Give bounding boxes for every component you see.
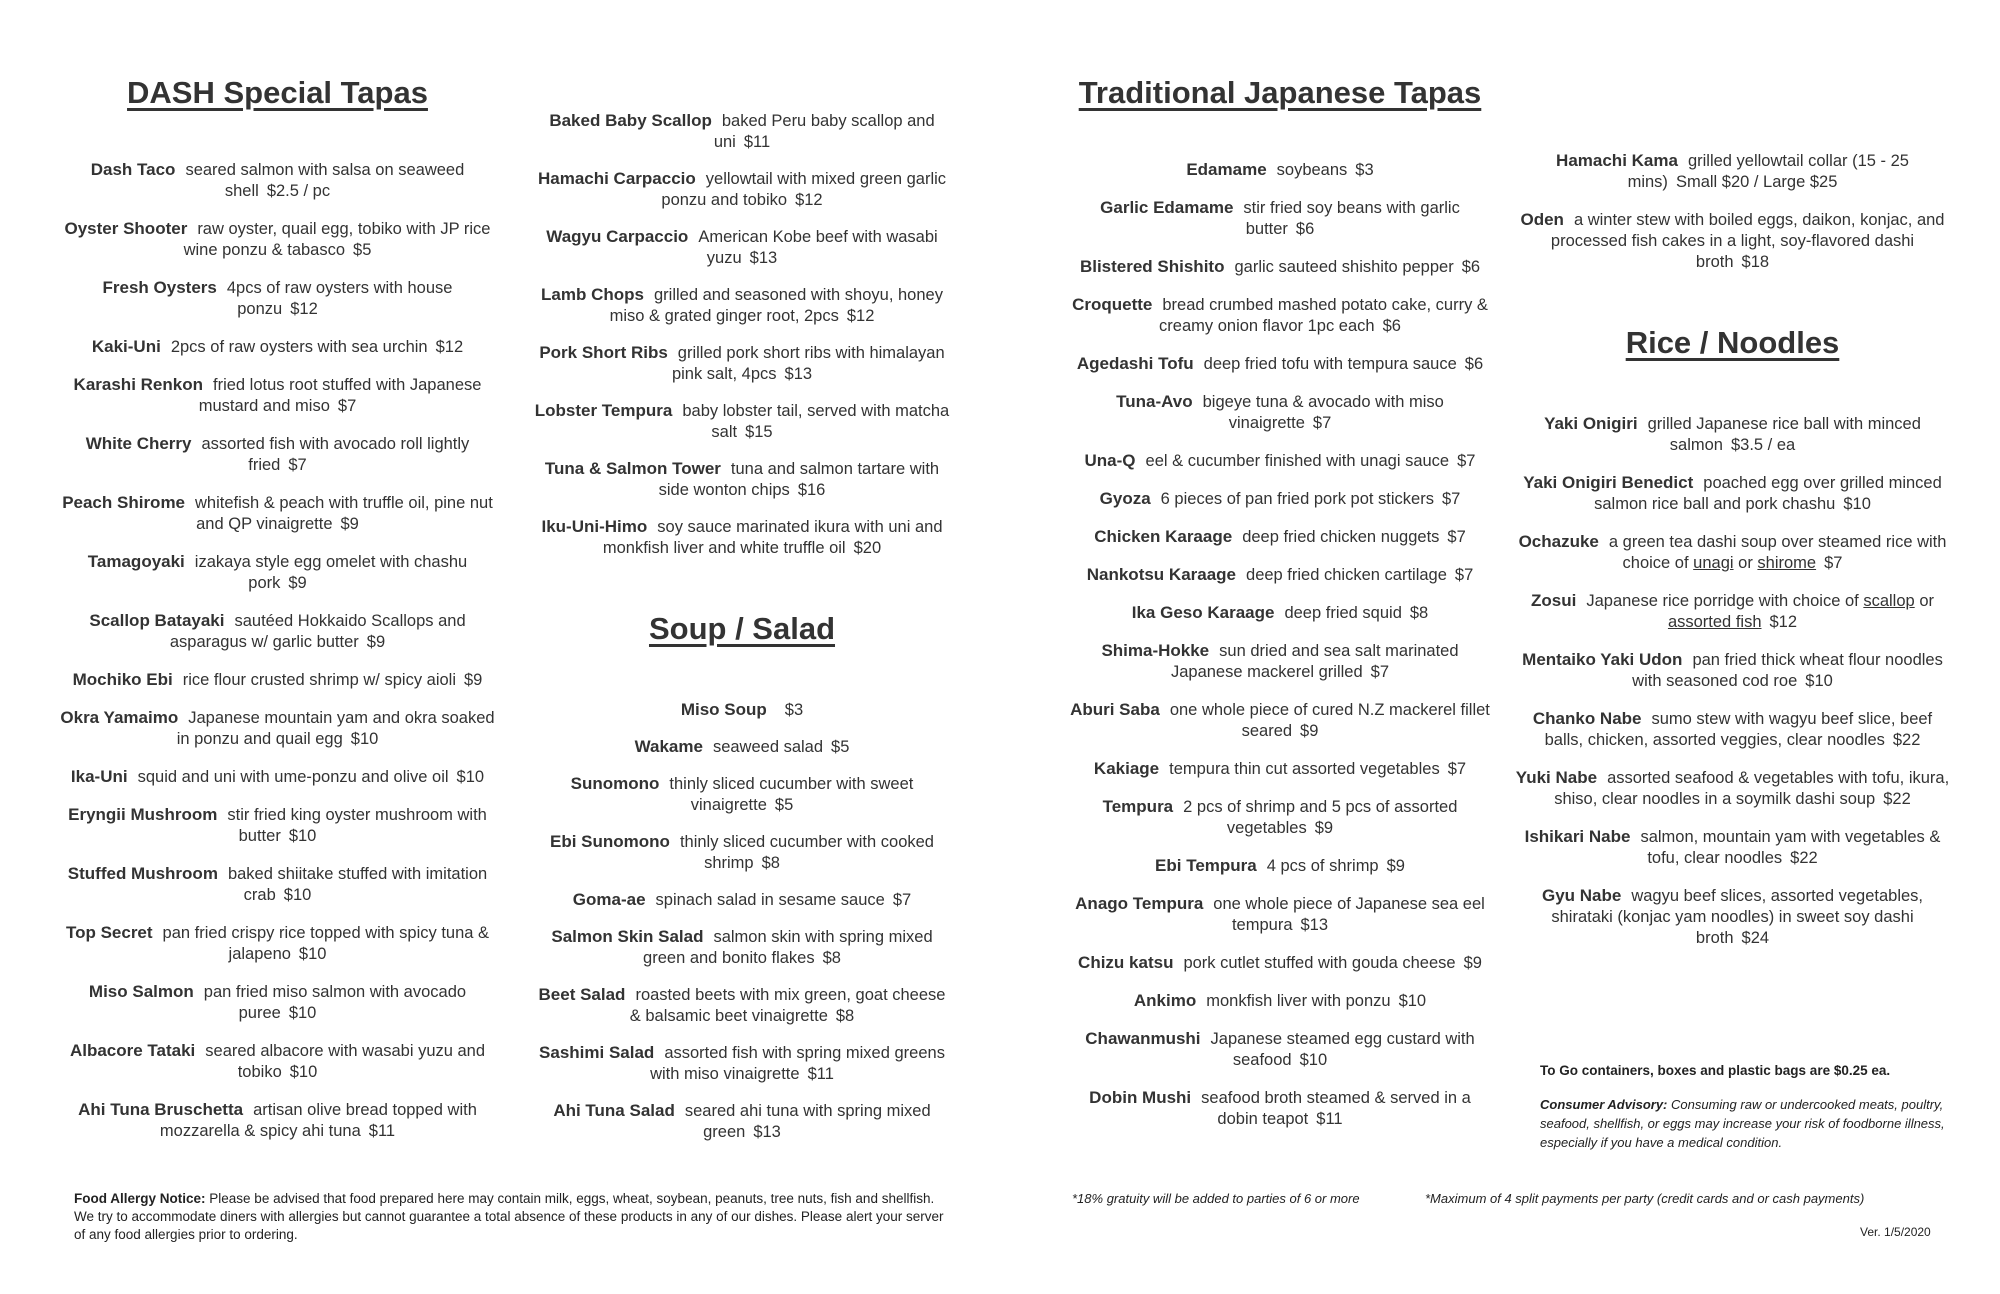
menu-item-description: wagyu beef slices, assorted vegetables, shirataki (konjac yam noodles) in sweet soy dashi broth <box>1551 887 1924 947</box>
menu-item-description: assorted fish with spring mixed greens with miso vinaigrette <box>650 1044 945 1083</box>
menu-item-description: thinly sliced cucumber with sweet vinaigrette <box>669 775 914 814</box>
menu-item <box>1070 855 1490 877</box>
menu-item-description: seared ahi tuna with spring mixed green <box>684 1102 931 1141</box>
menu-item-name: Albacore Tataki <box>69 1041 196 1060</box>
menu-item-price: $6 <box>1464 355 1484 373</box>
menu-item <box>1515 826 1950 869</box>
menu-item <box>532 342 952 385</box>
menu-item <box>60 707 495 750</box>
menu-item <box>532 736 952 758</box>
menu-item-description: seafood broth steamed & served in a dobin teapot <box>1201 1089 1471 1128</box>
menu-item <box>60 374 495 417</box>
menu-item-name: Top Secret <box>65 923 153 942</box>
menu-item-name: Baked Baby Scallop <box>549 111 712 130</box>
menu-item-name: Eryngii Mushroom <box>68 805 218 824</box>
menu-item-price: $10 <box>289 1063 318 1081</box>
menu-item <box>1515 413 1950 456</box>
menu-item-price: $5 <box>353 241 372 259</box>
menu-item-name: Anago Tempura <box>1075 894 1204 913</box>
menu-item-description: baked shiitake stuffed with imitation crab <box>227 865 488 904</box>
traditional-column <box>1070 75 1490 1146</box>
menu-item-price: $22 <box>1892 731 1921 749</box>
menu-item-description: sun dried and sea salt marinated Japanese mackerel grilled <box>1170 642 1459 681</box>
menu-item-description: bread crumbed mashed potato cake, curry & creamy onion flavor 1pc each <box>1159 296 1488 335</box>
menu-item <box>60 766 495 788</box>
menu-item-price: $22 <box>1790 849 1818 867</box>
menu-item-price: $9 <box>464 671 483 689</box>
menu-item-description: grilled pork short ribs with himalayan pink salt, 4pcs <box>671 344 945 383</box>
menu-item-name: Wakame <box>634 737 703 756</box>
menu-item-price: $11 <box>807 1065 834 1083</box>
menu-item-name: Blistered Shishito <box>1079 257 1225 276</box>
menu-item <box>1070 564 1490 586</box>
split-payment-note: *Maximum of 4 split payments per party (credit cards and or cash payments) <box>1425 1191 1865 1206</box>
menu-item <box>1070 952 1490 974</box>
menu-item-name: Okra Yamaimo <box>60 708 179 727</box>
menu-item-price: $10 <box>283 886 312 904</box>
dash-special-cont-list <box>532 110 952 559</box>
menu-item-description: squid and uni with ume-ponzu and olive oil <box>137 768 449 786</box>
menu-item <box>1515 885 1950 949</box>
menu-item <box>60 610 495 653</box>
traditional-cont-list <box>1515 150 1950 273</box>
menu-item-option: unagi <box>1693 554 1734 572</box>
menu-item-description: 2 pcs of shrimp and 5 pcs of assorted vegetables <box>1183 798 1458 837</box>
menu-item-price: $7 <box>1447 528 1466 546</box>
menu-item <box>1070 353 1490 375</box>
menu-item-name: Stuffed Mushroom <box>67 864 218 883</box>
menu-item-name: Pork Short Ribs <box>539 343 668 362</box>
dash-special-column <box>60 75 495 1158</box>
menu-item-name: Scallop Batayaki <box>89 611 225 630</box>
menu-item-price: $8 <box>1409 604 1429 622</box>
menu-item-description: spinach salad in sesame sauce <box>655 891 885 909</box>
menu-item <box>1515 150 1950 193</box>
menu-item-name: Yuki Nabe <box>1515 768 1598 787</box>
version-label: Ver. 1/5/2020 <box>1860 1225 1931 1239</box>
menu-item <box>1070 990 1490 1012</box>
menu-item <box>532 926 952 969</box>
menu-item-conjunction: or <box>1738 554 1753 572</box>
menu-item-price: $10 <box>350 730 379 748</box>
menu-item-price: $2.5 / pc <box>266 182 331 200</box>
menu-item-description: sautéed Hokkaido Scallops and asparagus w/ garlic butter <box>169 612 466 651</box>
menu-item-price: $7 <box>288 456 307 474</box>
menu-item <box>1070 391 1490 434</box>
menu-item <box>60 336 495 358</box>
menu-item-name: Goma-ae <box>572 890 646 909</box>
menu-item-name: Ishikari Nabe <box>1524 827 1631 846</box>
menu-item <box>1515 649 1950 692</box>
menu-item-price: $16 <box>797 481 826 499</box>
soup-salad-list <box>532 699 952 1143</box>
menu-item-description: deep fried squid <box>1284 604 1402 622</box>
menu-item-conjunction: or <box>1919 592 1934 610</box>
menu-item-description: rice flour crusted shrimp w/ spicy aioli <box>182 671 456 689</box>
menu-item-description: one whole piece of cured N.Z mackerel fillet seared <box>1169 701 1490 740</box>
menu-item-price: $13 <box>749 249 778 267</box>
menu-item-name: Chanko Nabe <box>1532 709 1642 728</box>
menu-item <box>1070 488 1490 510</box>
menu-item-name: Tamagoyaki <box>87 552 185 571</box>
menu-item-price: $7 <box>1824 554 1843 572</box>
menu-item-name: Ahi Tuna Bruschetta <box>78 1100 244 1119</box>
menu-item <box>60 669 495 691</box>
menu-item-name: Edamame <box>1186 160 1267 179</box>
menu-item-price: $13 <box>753 1123 781 1141</box>
menu-item-price: $9 <box>366 633 386 651</box>
menu-item-description: pork cutlet stuffed with gouda cheese <box>1183 954 1456 972</box>
menu-item-name: Ebi Sunomono <box>550 832 670 851</box>
menu-item-price: $12 <box>290 300 318 318</box>
menu-item-price: $22 <box>1883 790 1911 808</box>
menu-item-name: Garlic Edamame <box>1100 198 1234 217</box>
menu-item <box>1515 472 1950 515</box>
menu-item-price: $9 <box>1314 819 1334 837</box>
menu-item-description: Japanese rice porridge with choice of <box>1586 592 1859 610</box>
menu-item-description: grilled Japanese rice ball with minced salmon <box>1647 415 1921 454</box>
section-title-dash-special: DASH Special Tapas <box>127 75 428 110</box>
allergy-label: Food Allergy Notice: <box>74 1191 206 1206</box>
menu-item-description: poached egg over grilled minced salmon rice ball and pork chashu <box>1594 474 1942 513</box>
menu-item <box>60 922 495 965</box>
menu-item-price: $9 <box>1463 954 1482 972</box>
menu-item-description: thinly sliced cucumber with cooked shrimp <box>679 833 934 872</box>
traditional-list <box>1070 159 1490 1130</box>
menu-item-description: monkfish liver with ponzu <box>1206 992 1391 1010</box>
menu-item-name: Tuna & Salmon Tower <box>544 459 721 478</box>
menu-item-price: $5 <box>831 738 850 756</box>
menu-item-price: $18 <box>1741 253 1770 271</box>
menu-item-option: scallop <box>1863 592 1915 610</box>
allergy-notice <box>74 1190 944 1244</box>
menu-item <box>532 284 952 327</box>
menu-item-price: $11 <box>1316 1110 1343 1128</box>
menu-item-price: $15 <box>745 423 773 441</box>
menu-item-name: Ochazuke <box>1518 532 1599 551</box>
menu-item-description: fried lotus root stuffed with Japanese mustard and miso <box>198 376 482 415</box>
menu-item-description: izakaya style egg omelet with chashu pork <box>194 553 468 592</box>
menu-item-name: Tuna-Avo <box>1116 392 1193 411</box>
menu-item-name: Ebi Tempura <box>1155 856 1257 875</box>
menu-item-description: tempura thin cut assorted vegetables <box>1169 760 1440 778</box>
menu-item-description: yellowtail with mixed green garlic ponzu and tobiko <box>661 170 947 209</box>
menu-item-price: $3 <box>1355 161 1374 179</box>
menu-item-description: pan fried thick wheat flour noodles with seasoned cod roe <box>1632 651 1943 690</box>
menu-item <box>60 1040 495 1083</box>
menu-item-description: raw oyster, quail egg, tobiko with JP rice wine ponzu & tabasco <box>183 220 491 259</box>
menu-item-price: $8 <box>835 1007 855 1025</box>
menu-item-description: stir fried soy beans with garlic butter <box>1243 199 1460 238</box>
menu-item-description: seaweed salad <box>712 738 824 756</box>
menu-item-name: Yaki Onigiri Benedict <box>1523 473 1694 492</box>
menu-item <box>1070 197 1490 240</box>
menu-item-price: $9 <box>1386 857 1405 875</box>
dash-special-list <box>60 159 495 1142</box>
menu-item-name: Oyster Shooter <box>64 219 188 238</box>
menu-item-price: $10 <box>456 768 485 786</box>
menu-item-description: salmon, mountain yam with vegetables & tofu, clear noodles <box>1640 828 1941 867</box>
menu-item-price: $10 <box>298 945 327 963</box>
menu-item <box>60 1099 495 1142</box>
menu-item <box>60 981 495 1024</box>
menu-item <box>1070 450 1490 472</box>
menu-item-description: one whole piece of Japanese sea eel tempura <box>1213 895 1485 934</box>
menu-item <box>1070 796 1490 839</box>
menu-item-name: Nankotsu Karaage <box>1086 565 1237 584</box>
menu-item-name: Zosui <box>1531 591 1577 610</box>
menu-item-name: Fresh Oysters <box>102 278 217 297</box>
menu-item-description: a winter stew with boiled eggs, daikon, konjac, and processed fish cakes in a light, soy-flavored dashi broth <box>1550 211 1945 271</box>
menu-item-description: bigeye tuna & avocado with miso vinaigrette <box>1202 393 1444 432</box>
menu-item <box>532 400 952 443</box>
menu-item-name: Dobin Mushi <box>1089 1088 1192 1107</box>
menu-item <box>532 831 952 874</box>
menu-item-name: Salmon Skin Salad <box>551 927 704 946</box>
menu-item-price: $10 <box>1843 495 1871 513</box>
menu-item <box>1070 1087 1490 1130</box>
menu-item-description: 2pcs of raw oysters with sea urchin <box>170 338 428 356</box>
rice-noodles-column <box>1515 150 1950 965</box>
menu-item <box>532 889 952 911</box>
menu-item-description: grilled yellowtail collar (15 - 25 mins) <box>1627 152 1909 191</box>
menu-item <box>532 168 952 211</box>
menu-item-name: Chizu katsu <box>1078 953 1174 972</box>
consumer-advisory <box>1540 1095 1950 1152</box>
menu-item-price: $5 <box>774 796 794 814</box>
menu-item <box>1070 159 1490 181</box>
menu-item-name: Oden <box>1520 210 1564 229</box>
menu-item-price: $3 <box>784 701 804 719</box>
menu-item-price: Small $20 / Large $25 <box>1675 173 1838 191</box>
menu-item-name: Mochiko Ebi <box>72 670 173 689</box>
menu-item-description: deep fried chicken nuggets <box>1242 528 1440 546</box>
menu-item-name: Miso Salmon <box>88 982 194 1001</box>
menu-item-price: $11 <box>368 1122 396 1140</box>
menu-item-name: Gyu Nabe <box>1541 886 1622 905</box>
menu-item <box>532 1042 952 1085</box>
menu-item-price: $7 <box>1441 490 1461 508</box>
menu-item-description: deep fried tofu with tempura sauce <box>1203 355 1457 373</box>
menu-item-price: $12 <box>795 191 823 209</box>
menu-item <box>532 984 952 1027</box>
menu-item-name: Chicken Karaage <box>1094 527 1233 546</box>
menu-item-description: a green tea dashi soup over steamed rice with choice of <box>1608 533 1947 572</box>
menu-item <box>60 551 495 594</box>
menu-item-option: shirome <box>1757 554 1817 572</box>
allergy-text: Please be advised that food prepared here may contain milk, eggs, wheat, soybean, peanuts, tree nuts, fish and shellfish. We try to accommodate diners with allergies but cannot guarantee a total absence of these products in any of our dishes. Please alert your server of any food allergies prior to ordering. <box>74 1191 944 1242</box>
menu-item <box>532 699 952 721</box>
menu-item-description: 6 pieces of pan fried pork pot stickers <box>1160 490 1434 508</box>
menu-item-name: Kaki-Uni <box>91 337 161 356</box>
menu-item-name: Aburi Saba <box>1070 700 1160 719</box>
menu-item-price: $7 <box>1447 760 1467 778</box>
menu-item-price: $6 <box>1461 258 1481 276</box>
menu-item <box>532 773 952 816</box>
menu-item-description: 4 pcs of shrimp <box>1266 857 1379 875</box>
menu-item-price: $7 <box>892 891 912 909</box>
menu-item-name: Wagyu Carpaccio <box>546 227 689 246</box>
menu-item-description: deep fried chicken cartilage <box>1246 566 1447 584</box>
menu-item <box>1070 893 1490 936</box>
menu-item-name: Iku-Uni-Himo <box>541 517 648 536</box>
menu-item-name: Ika Geso Karaage <box>1131 603 1275 622</box>
togo-notice: To Go containers, boxes and plastic bags are $0.25 ea. <box>1540 1063 1891 1078</box>
menu-item-option: assorted fish <box>1667 613 1762 631</box>
menu-item-price: $7 <box>1370 663 1390 681</box>
menu-item <box>1070 699 1490 742</box>
menu-item-description: artisan olive bread topped with mozzarella & spicy ahi tuna <box>159 1101 477 1140</box>
menu-item <box>532 458 952 501</box>
menu-item-description: seared salmon with salsa on seaweed shell <box>185 161 465 200</box>
menu-item-description: pan fried crispy rice topped with spicy tuna & jalapeno <box>162 924 490 963</box>
menu-item-name: Ankimo <box>1133 991 1197 1010</box>
menu-item <box>1070 256 1490 278</box>
menu-item <box>60 159 495 202</box>
menu-item-name: Dash Taco <box>90 160 176 179</box>
menu-item <box>1515 590 1950 633</box>
menu-item-description: roasted beets with mix green, goat cheese & balsamic beet vinaigrette <box>629 986 946 1025</box>
menu-item-description: stir fried king oyster mushroom with butter <box>227 806 487 845</box>
menu-item-price: $20 <box>853 539 882 557</box>
menu-item-description: assorted fish with avocado roll lightly fried <box>201 435 470 474</box>
menu-item <box>1515 531 1950 574</box>
menu-item <box>1515 209 1950 273</box>
advisory-label: Consumer Advisory: <box>1540 1097 1668 1112</box>
menu-item-description: baby lobster tail, served with matcha salt <box>682 402 950 441</box>
menu-item-name: Chawanmushi <box>1085 1029 1201 1048</box>
menu-item-name: Sunomono <box>570 774 660 793</box>
menu-item-price: $8 <box>822 949 841 967</box>
menu-item-price: $6 <box>1295 220 1315 238</box>
menu-item-price: $7 <box>1457 452 1476 470</box>
menu-item-price: $7 <box>1312 414 1332 432</box>
menu-item-description: pan fried miso salmon with avocado puree <box>203 983 467 1022</box>
menu-item-description: American Kobe beef with wasabi yuzu <box>698 228 938 267</box>
menu-item <box>1070 758 1490 780</box>
menu-item-price: $10 <box>288 827 317 845</box>
menu-item <box>532 110 952 153</box>
menu-item-name: Shima-Hokke <box>1101 641 1210 660</box>
menu-item <box>1515 708 1950 751</box>
menu-item-name: Agedashi Tofu <box>1076 354 1194 373</box>
menu-item <box>1070 294 1490 337</box>
menu-item-name: Ika-Uni <box>70 767 128 786</box>
menu-item-description: Japanese mountain yam and okra soaked in ponzu and quail egg <box>176 709 495 748</box>
menu-item-name: Una-Q <box>1084 451 1136 470</box>
menu-item-name: Karashi Renkon <box>73 375 203 394</box>
menu-item <box>60 277 495 320</box>
section-title-soup-salad: Soup / Salad <box>648 611 836 646</box>
menu-item-description: tuna and salmon tartare with side wonton chips <box>658 460 940 499</box>
menu-item-name: Gyoza <box>1099 489 1151 508</box>
menu-item-description: baked Peru baby scallop and uni <box>713 112 935 151</box>
advisory-text: Consuming raw or undercooked meats, poultry, seafood, shellfish, or eggs may increase your risk of foodborne illness, especially if you have a medical condition. <box>1540 1097 1945 1150</box>
menu-item-name: Beet Salad <box>538 985 626 1004</box>
menu-item-price: $9 <box>340 515 359 533</box>
menu-item-name: Yaki Onigiri <box>1544 414 1638 433</box>
menu-item-name: Peach Shirome <box>62 493 186 512</box>
menu-item-description: soy sauce marinated ikura with uni and monkfish liver and white truffle oil <box>602 518 943 557</box>
menu-item-description: sumo stew with wagyu beef slice, beef balls, chicken, assorted veggies, clear noodles <box>1544 710 1933 749</box>
menu-item <box>60 804 495 847</box>
menu-item-price: $7 <box>1454 566 1474 584</box>
menu-item-name: Lobster Tempura <box>534 401 673 420</box>
menu-item-price: $10 <box>1398 992 1427 1010</box>
menu-item-name: Lamb Chops <box>541 285 644 304</box>
section-title-traditional: Traditional Japanese Tapas <box>1078 75 1482 110</box>
menu-item-price: $6 <box>1382 317 1401 335</box>
menu-item-price: $10 <box>288 1004 317 1022</box>
menu-item-description: whitefish & peach with truffle oil, pine nut and QP vinaigrette <box>195 494 493 533</box>
menu-item-name: Miso Soup <box>680 700 767 719</box>
menu-item-name: Ahi Tuna Salad <box>553 1101 675 1120</box>
menu-item <box>1070 640 1490 683</box>
dash-special-soup-column <box>532 110 952 1158</box>
menu-item-description: Japanese steamed egg custard with seafood <box>1210 1030 1475 1069</box>
rice-noodles-list <box>1515 413 1950 949</box>
menu-item-price: $12 <box>435 338 464 356</box>
menu-item-name: Croquette <box>1072 295 1153 314</box>
menu-item-price: $10 <box>1805 672 1833 690</box>
menu-item-name: Hamachi Kama <box>1556 151 1678 170</box>
menu-item-price: $24 <box>1741 929 1770 947</box>
menu-item-name: White Cherry <box>85 434 192 453</box>
menu-item-description: assorted seafood & vegetables with tofu, ikura, shiso, clear noodles in a soymilk dashi soup <box>1554 769 1950 808</box>
menu-item-description: grilled and seasoned with shoyu, honey miso & grated ginger root, 2pcs <box>609 286 943 325</box>
menu-item <box>60 492 495 535</box>
menu-item-description: salmon skin with spring mixed green and bonito flakes <box>643 928 933 967</box>
menu-item <box>532 1100 952 1143</box>
menu-item-description: soybeans <box>1276 161 1348 179</box>
menu-item-name: Mentaiko Yaki Udon <box>1522 650 1683 669</box>
menu-item-price: $9 <box>288 574 307 592</box>
menu-item-description: eel & cucumber finished with unagi sauce <box>1145 452 1450 470</box>
menu-item <box>1070 1028 1490 1071</box>
menu-item <box>532 226 952 269</box>
menu-item-price: $8 <box>761 854 780 872</box>
menu-item-name: Hamachi Carpaccio <box>537 169 696 188</box>
menu-item-price: $13 <box>1300 916 1329 934</box>
menu-item <box>1070 526 1490 548</box>
menu-item <box>532 516 952 559</box>
menu-item-price: $11 <box>743 133 771 151</box>
menu-item-name: Sashimi Salad <box>539 1043 655 1062</box>
menu-item-price: $12 <box>846 307 875 325</box>
section-title-rice-noodles: Rice / Noodles <box>1625 325 1840 360</box>
menu-item-name: Kakiage <box>1093 759 1160 778</box>
menu-item-price: $9 <box>1300 722 1319 740</box>
gratuity-note: *18% gratuity will be added to parties of 6 or more <box>1072 1191 1360 1206</box>
menu-item <box>60 218 495 261</box>
menu-item-price: $3.5 / ea <box>1730 436 1796 454</box>
menu-item-price: $13 <box>784 365 813 383</box>
menu-item <box>60 433 495 476</box>
menu-item-price: $7 <box>337 397 357 415</box>
menu-item-name: Tempura <box>1102 797 1174 816</box>
menu-item <box>60 863 495 906</box>
menu-item-description: garlic sauteed shishito pepper <box>1234 258 1454 276</box>
menu-item-price: $10 <box>1299 1051 1328 1069</box>
menu-item <box>1070 602 1490 624</box>
menu-item-price: $12 <box>1769 613 1798 631</box>
menu-item-description: 4pcs of raw oysters with house ponzu <box>226 279 453 318</box>
menu-item <box>1515 767 1950 810</box>
menu-item-description: seared albacore with wasabi yuzu and tobiko <box>205 1042 486 1081</box>
